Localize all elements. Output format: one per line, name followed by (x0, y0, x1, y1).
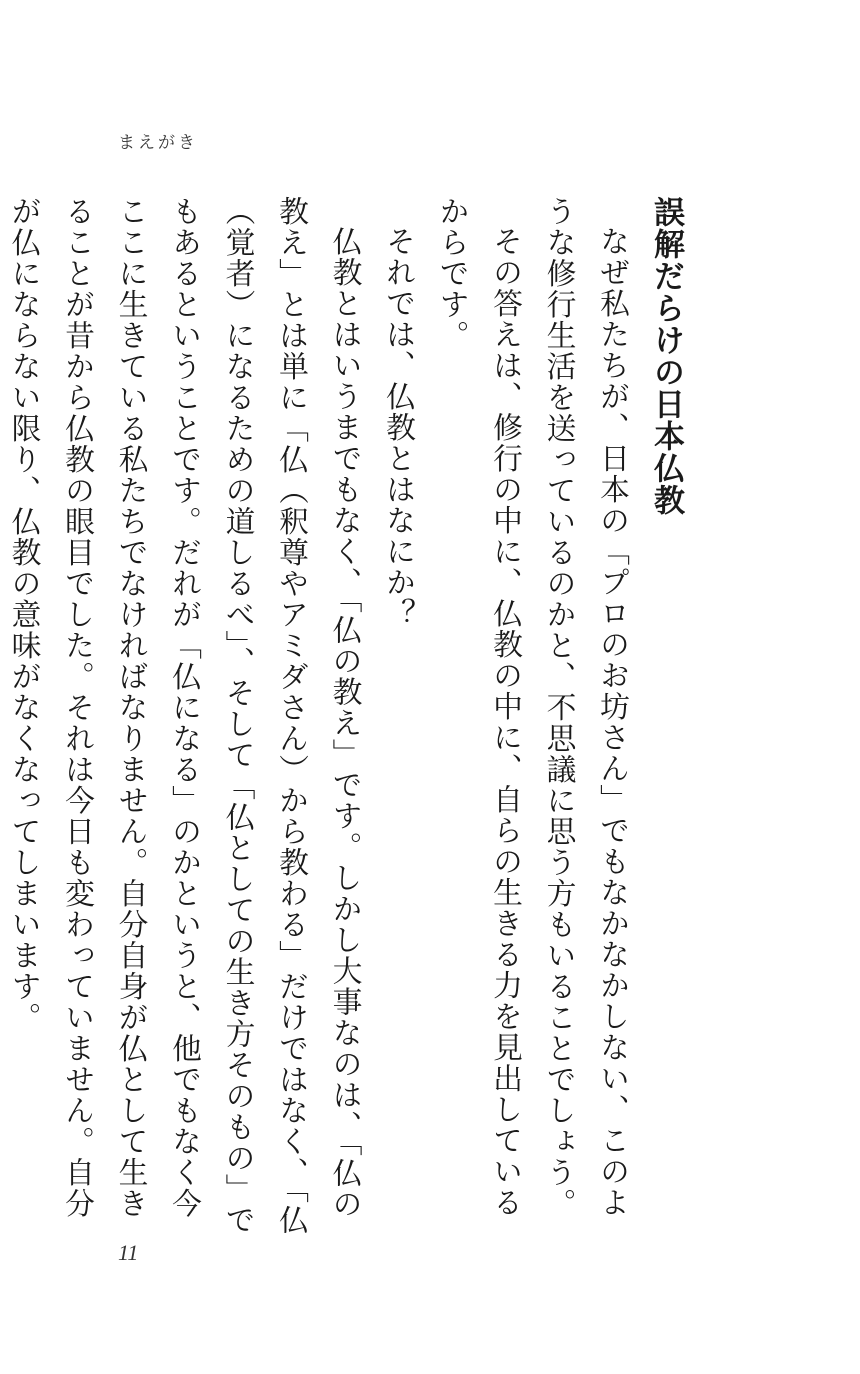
running-head: まえがき (118, 133, 198, 153)
paragraph: その答えは、修行の中に、仏教の中に、自らの生きる力を見出しているからです。 (434, 196, 523, 1218)
paragraph: それでは、仏教とはなにか？ (380, 225, 416, 629)
vertical-text-block (6, 196, 692, 1236)
section-title: 誤解だらけの日本仏教 (648, 196, 684, 516)
paragraph: 仏教とはいうまでもなく、「仏の教え」です。しかし大事なのは、「仏の教え」とは単に「仏（釈尊やアミダさん）から教わる」だけではなく、「仏（覚者）になるための道しるべ」、そして「仏としての生き方そのもの」でもあるということです。だれが「仏になる」のかというと、他でもなく今ここに生きている私たちでなければなりません。自分自身が仏として生きることが昔から仏教の眼目でした。それは今日も変わっていません。自分が仏にならない限り、仏教の意味がなくなってしまいます。 (6, 196, 362, 1236)
paragraph: なぜ私たちが、日本の「プロのお坊さん」でもなかなかしない、このような修行生活を送っているのかと、不思議に思う方もいることでしょう。 (541, 196, 630, 1219)
page-number: 11 (118, 1240, 139, 1265)
